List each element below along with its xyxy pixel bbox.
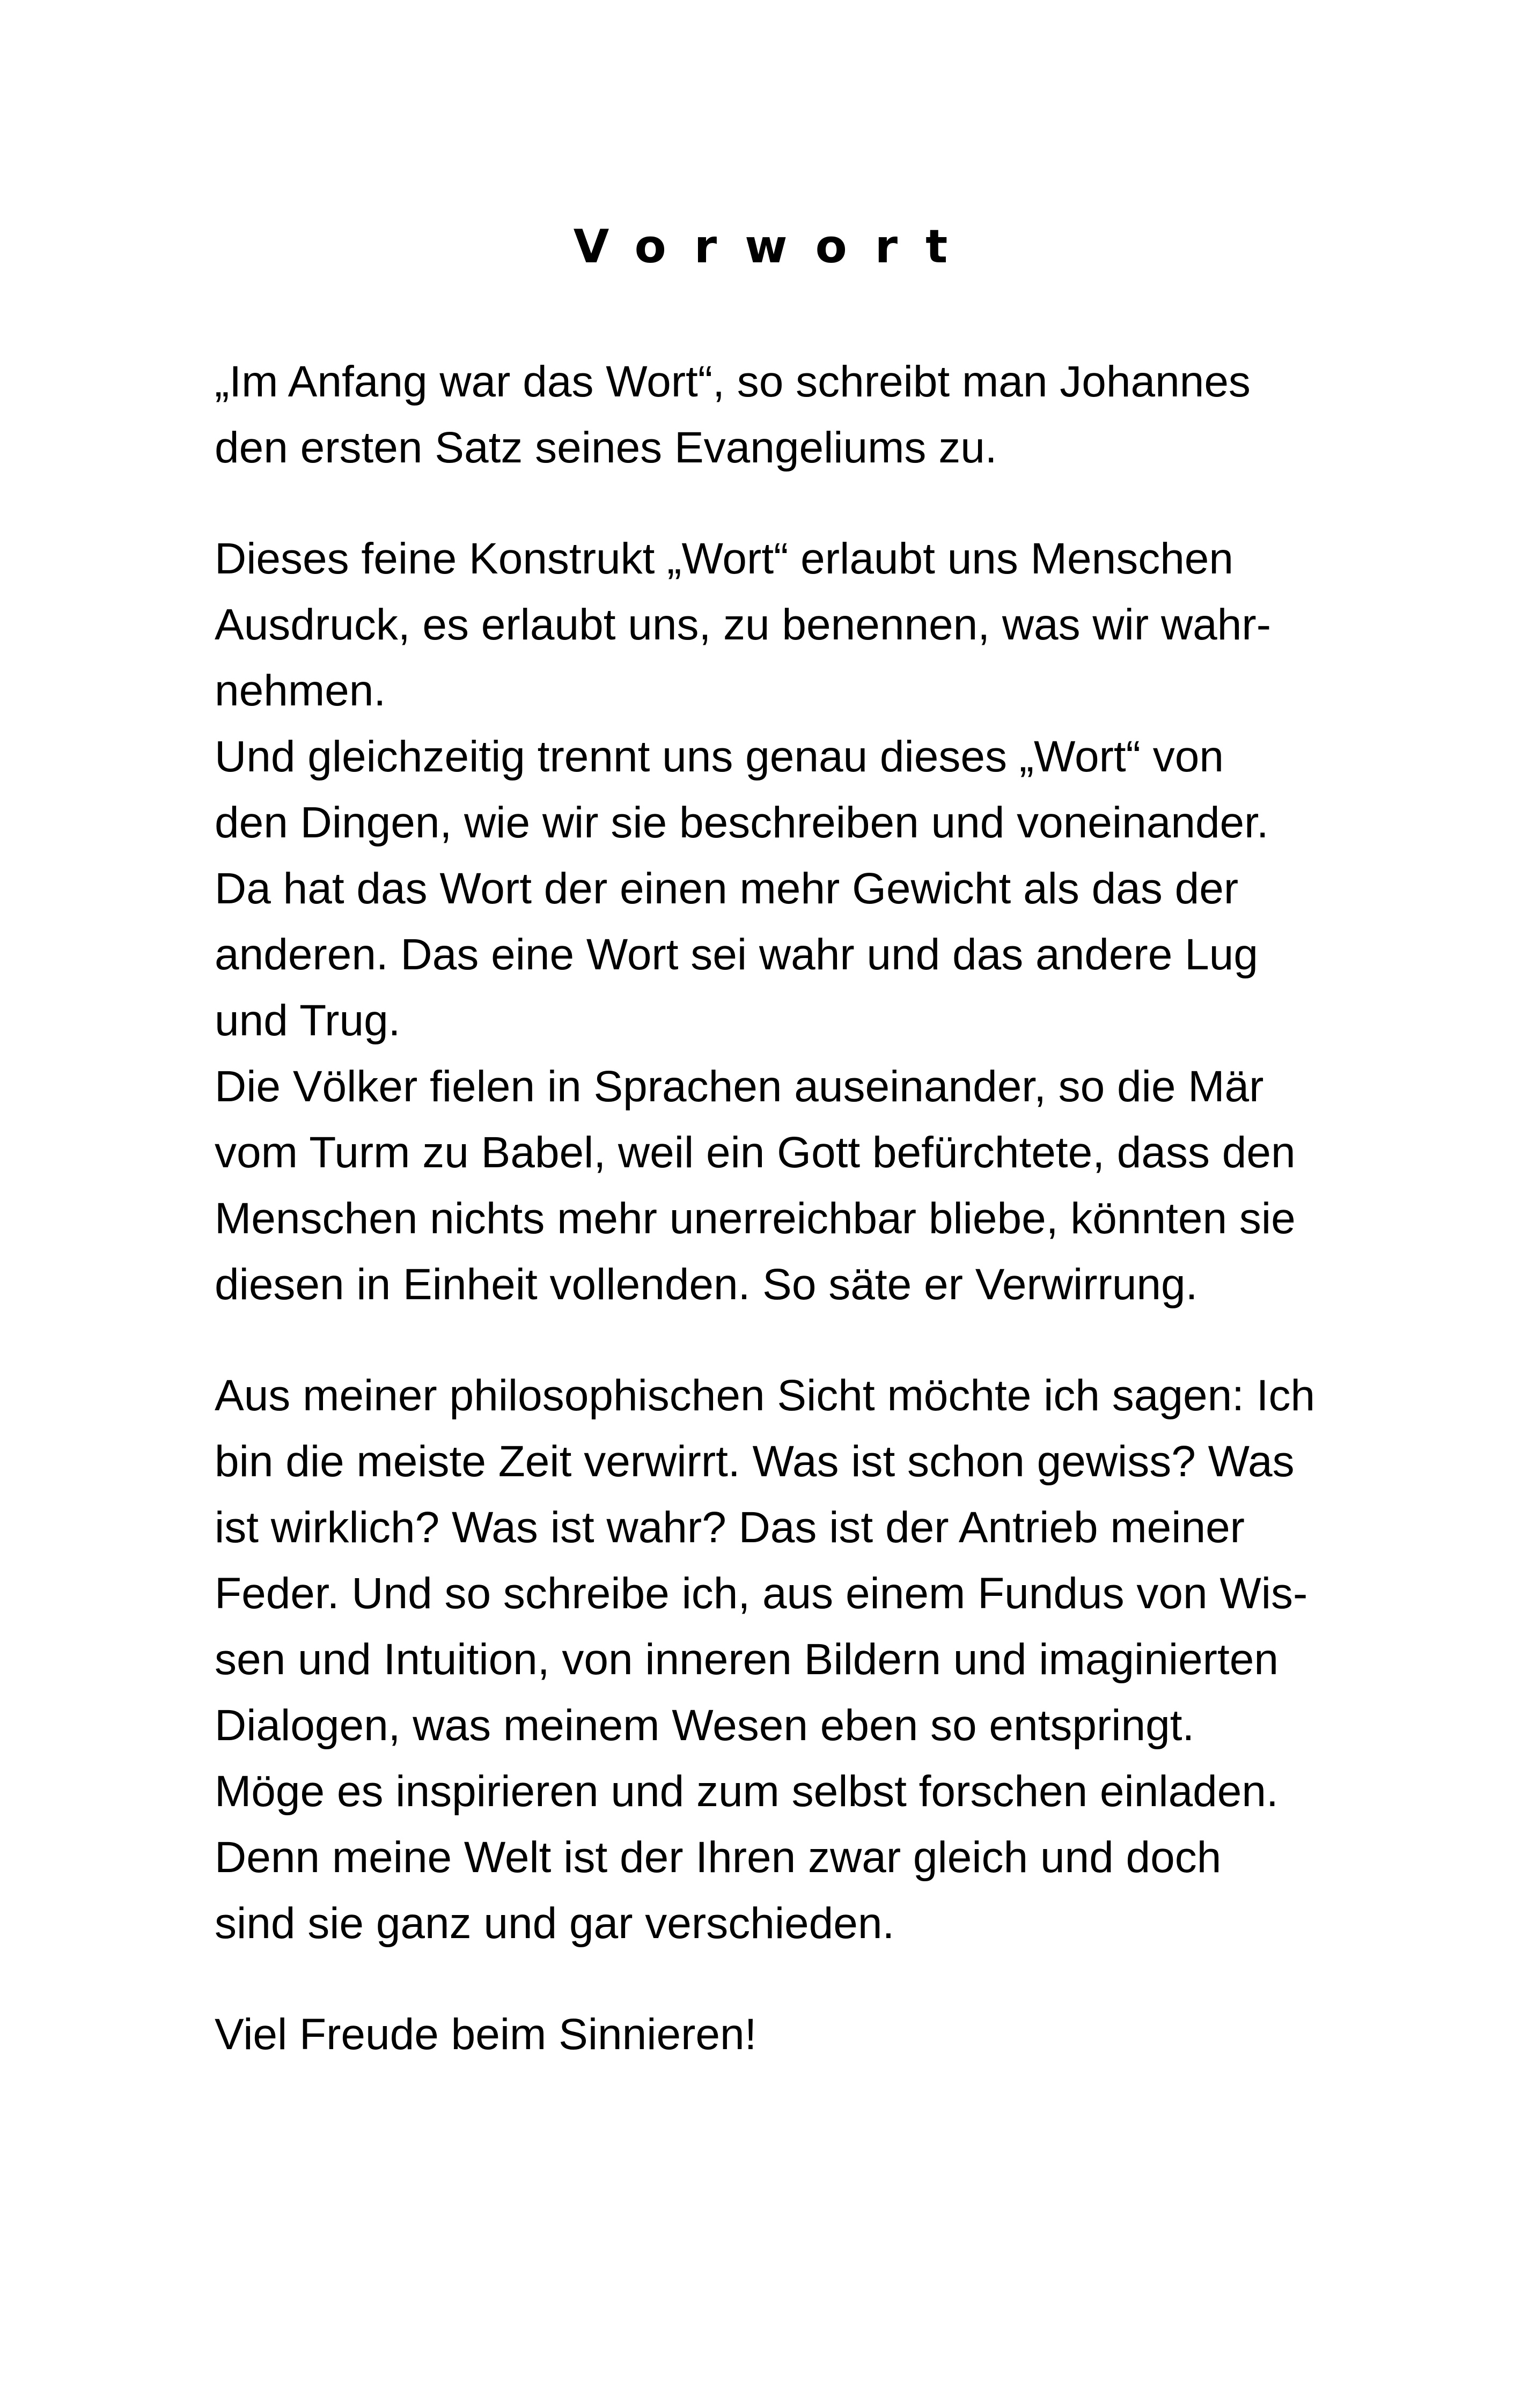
text-line: anderen. Das eine Wort sei wahr und das andere Lug (215, 930, 1258, 979)
text-line: Dieses feine Konstrukt „Wort“ erlaubt uns Menschen (215, 534, 1234, 583)
text-line: diesen in Einheit vollenden. So säte er Verwirrung. (215, 1260, 1198, 1309)
text-line: den ersten Satz seines Evangeliums zu. (215, 423, 997, 472)
text-line: sind sie ganz und gar verschieden. (215, 1899, 895, 1948)
text-line: Aus meiner philosophischen Sicht möchte ich sagen: Ich (215, 1371, 1316, 1420)
text-line: Dialogen, was meinem Wesen eben so entspringt. (215, 1701, 1195, 1750)
text-line: Ausdruck, es erlaubt uns, zu benennen, was wir wahr- (215, 600, 1272, 649)
page-title: Vorwort (573, 220, 976, 274)
text-line: Menschen nichts mehr unerreichbar bliebe, könnten sie (215, 1194, 1296, 1243)
paragraph-closing (215, 2001, 1352, 2067)
text-line: „Im Anfang war das Wort“, so schreibt man Johannes (215, 357, 1251, 406)
text-line: Viel Freude beim Sinnieren! (215, 2010, 757, 2059)
text-line: und Trug. (215, 996, 401, 1045)
text-line: sen und Intuition, von inneren Bildern und imaginierten (215, 1635, 1278, 1684)
paragraph-word-construct (215, 526, 1352, 1317)
text-line: Und gleichzeitig trennt uns genau dieses „Wort“ von (215, 732, 1224, 781)
text-line: Da hat das Wort der einen mehr Gewicht als das der (215, 864, 1239, 913)
paragraph-intro-quote (215, 349, 1352, 481)
paragraph-philosophical-view (215, 1363, 1352, 1956)
text-line: Denn meine Welt ist der Ihren zwar gleich und doch (215, 1833, 1222, 1882)
text-line: Die Völker fielen in Sprachen auseinander, so die Mär (215, 1062, 1264, 1111)
text-line: Möge es inspirieren und zum selbst forschen einladen. (215, 1767, 1278, 1816)
text-line: bin die meiste Zeit verwirrt. Was ist schon gewiss? Was (215, 1437, 1295, 1486)
text-line: den Dingen, wie wir sie beschreiben und voneinander. (215, 798, 1269, 847)
text-line: nehmen. (215, 666, 386, 715)
text-line: ist wirklich? Was ist wahr? Das ist der Antrieb meiner (215, 1503, 1245, 1552)
text-line: vom Turm zu Babel, weil ein Gott befürchtete, dass den (215, 1128, 1296, 1177)
text-line: Feder. Und so schreibe ich, aus einem Fundus von Wis- (215, 1569, 1308, 1618)
body-text (215, 349, 1352, 2112)
